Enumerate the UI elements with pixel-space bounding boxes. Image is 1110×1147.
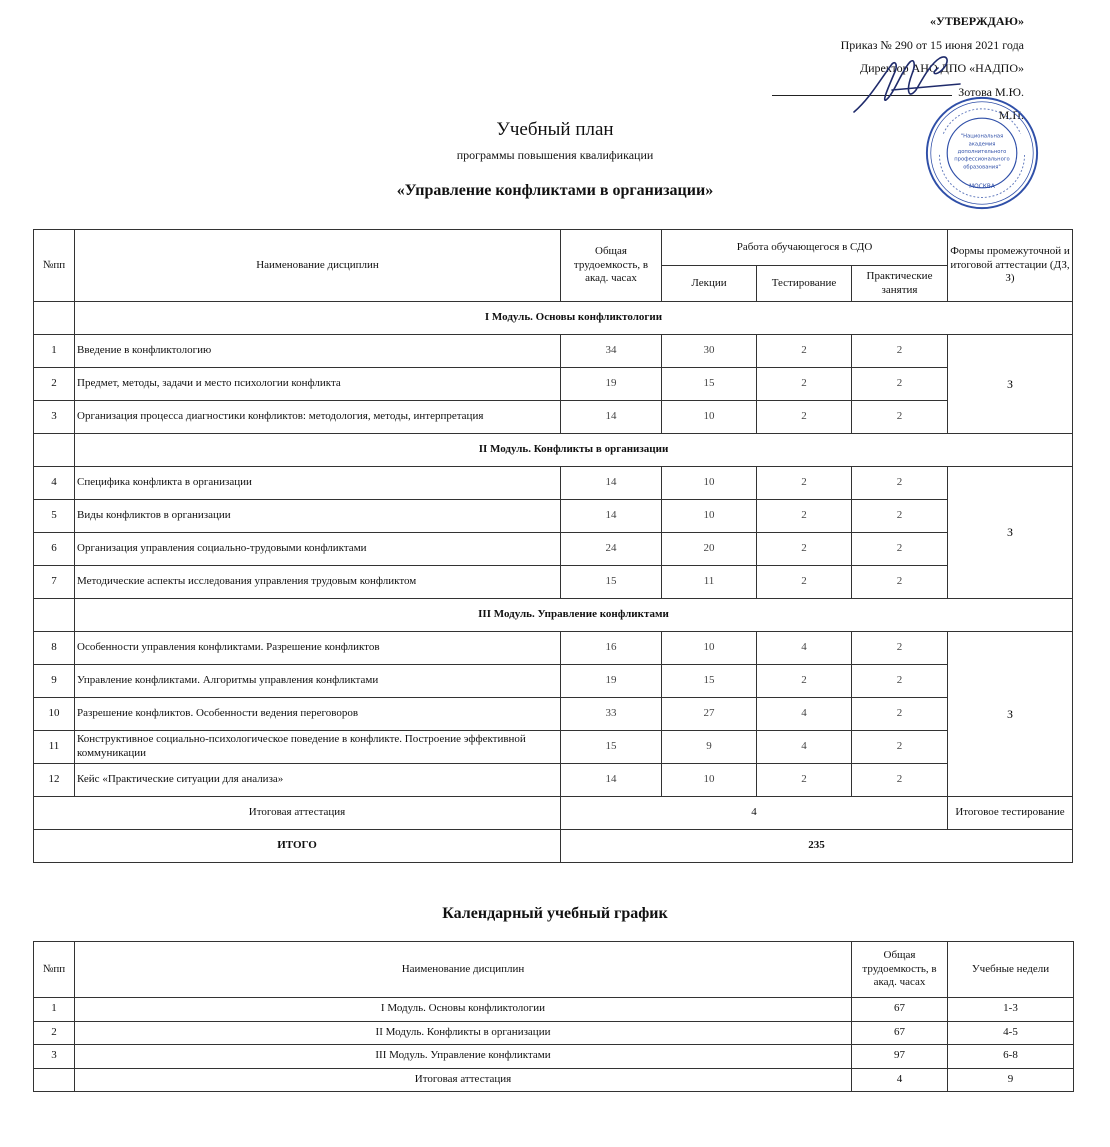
approval-title: «УТВЕРЖДАЮ» xyxy=(929,14,1024,28)
row-total-hours: 19 xyxy=(561,665,662,698)
header-practice: Практические занятия xyxy=(852,266,948,302)
program-title: «Управление конфликтами в организации» xyxy=(396,182,714,199)
module-num-cell xyxy=(34,599,75,632)
cal-row-name: II Модуль. Конфликты в организации xyxy=(75,1021,852,1045)
row-total-hours: 15 xyxy=(561,731,662,764)
cal-row-name: III Модуль. Управление конфликтами xyxy=(75,1045,852,1069)
row-practice: 2 xyxy=(852,665,948,698)
table-row xyxy=(34,731,1073,764)
row-testing: 2 xyxy=(757,764,852,797)
row-lectures: 10 xyxy=(662,500,757,533)
page-subtitle: программы повышения квалификации xyxy=(456,148,654,162)
header-testing: Тестирование xyxy=(757,266,852,302)
row-total-hours: 15 xyxy=(561,566,662,599)
page-title: Учебный план xyxy=(496,119,614,140)
final-label: Итоговая аттестация xyxy=(34,797,561,830)
header-lectures: Лекции xyxy=(662,266,757,302)
row-num: 6 xyxy=(34,533,75,566)
row-testing: 2 xyxy=(757,401,852,434)
row-lectures: 27 xyxy=(662,698,757,731)
row-practice: 2 xyxy=(852,368,948,401)
table-row xyxy=(34,533,1073,566)
row-lectures: 9 xyxy=(662,731,757,764)
cal-row-num: 1 xyxy=(34,998,75,1022)
cal-row-total: 4 xyxy=(852,1068,948,1092)
row-num: 7 xyxy=(34,566,75,599)
curriculum-table xyxy=(33,229,1073,863)
cal-row-weeks: 4-5 xyxy=(948,1021,1074,1045)
row-lectures: 10 xyxy=(662,764,757,797)
svg-text:МОСКВА: МОСКВА xyxy=(969,183,995,190)
cal-row-name: Итоговая аттестация xyxy=(75,1068,852,1092)
stamp-text-line: дополнительного xyxy=(957,149,1007,155)
header-num: №пп xyxy=(34,230,75,302)
row-practice: 2 xyxy=(852,566,948,599)
row-discipline: Управление конфликтами. Алгоритмы управления конфликтами xyxy=(75,665,561,698)
stamp-text-line: образования" xyxy=(963,164,1001,171)
calendar-row xyxy=(34,1068,1074,1092)
row-num: 1 xyxy=(34,335,75,368)
table-row xyxy=(34,401,1073,434)
row-discipline: Методические аспекты исследования управления трудовым конфликтом xyxy=(75,566,561,599)
table-row xyxy=(34,665,1073,698)
module-num-cell xyxy=(34,434,75,467)
stamp-text-line: профессионального xyxy=(954,156,1010,163)
row-total-hours: 19 xyxy=(561,368,662,401)
stamp-text-line: "Национальная xyxy=(960,133,1004,140)
cal-header-num: №пп xyxy=(34,942,75,998)
row-num: 10 xyxy=(34,698,75,731)
module-row xyxy=(34,599,1073,632)
row-lectures: 11 xyxy=(662,566,757,599)
row-discipline: Организация процесса диагностики конфликтов: методология, методы, интерпретация xyxy=(75,401,561,434)
row-total-hours: 14 xyxy=(561,500,662,533)
cal-header-total: Общая трудоемкость, в акад. часах xyxy=(852,942,948,998)
table-row xyxy=(34,467,1073,500)
table-header-row xyxy=(34,230,1073,266)
header-total: Общая трудоемкость, в акад. часах xyxy=(561,230,662,302)
row-practice: 2 xyxy=(852,764,948,797)
row-total-hours: 14 xyxy=(561,764,662,797)
module-attestation: З xyxy=(948,632,1073,797)
row-testing: 2 xyxy=(757,368,852,401)
row-num: 4 xyxy=(34,467,75,500)
cal-row-total: 67 xyxy=(852,998,948,1022)
row-discipline: Конструктивное социально-психологическое поведение в конфликте. Построение эффективной коммуникации xyxy=(75,731,561,764)
row-practice: 2 xyxy=(852,632,948,665)
row-total-hours: 14 xyxy=(561,467,662,500)
row-practice: 2 xyxy=(852,335,948,368)
row-testing: 2 xyxy=(757,665,852,698)
row-practice: 2 xyxy=(852,731,948,764)
row-total-hours: 34 xyxy=(561,335,662,368)
row-num: 9 xyxy=(34,665,75,698)
module-attestation: З xyxy=(948,335,1073,434)
row-testing: 4 xyxy=(757,731,852,764)
cal-row-name: I Модуль. Основы конфликтологии xyxy=(75,998,852,1022)
row-testing: 2 xyxy=(757,335,852,368)
final-hours: 4 xyxy=(561,797,948,830)
cal-row-num: 3 xyxy=(34,1045,75,1069)
calendar-header-row xyxy=(34,942,1074,998)
approval-director: Директор АНО ДПО «НАДПО» xyxy=(859,61,1024,75)
calendar-row xyxy=(34,1021,1074,1045)
stamp-text-line: академия xyxy=(968,141,996,148)
row-num: 12 xyxy=(34,764,75,797)
row-practice: 2 xyxy=(852,533,948,566)
approval-signer: Зотова М.Ю. xyxy=(958,84,1024,99)
row-lectures: 15 xyxy=(662,368,757,401)
row-testing: 2 xyxy=(757,533,852,566)
header-work: Работа обучающегося в СДО xyxy=(662,230,948,266)
cal-row-num: 2 xyxy=(34,1021,75,1045)
calendar-row xyxy=(34,1045,1074,1069)
row-testing: 4 xyxy=(757,632,852,665)
row-discipline: Предмет, методы, задачи и место психологии конфликта xyxy=(75,368,561,401)
calendar-title: Календарный учебный график xyxy=(442,905,668,922)
table-row xyxy=(34,632,1073,665)
final-form: Итоговое тестирование xyxy=(948,797,1073,830)
table-row xyxy=(34,764,1073,797)
row-discipline: Виды конфликтов в организации xyxy=(75,500,561,533)
cal-row-num xyxy=(34,1068,75,1092)
table-row xyxy=(34,335,1073,368)
row-practice: 2 xyxy=(852,401,948,434)
cal-row-weeks: 1-3 xyxy=(948,998,1074,1022)
module-title: II Модуль. Конфликты в организации xyxy=(75,434,1073,467)
total-hours: 235 xyxy=(561,830,1073,863)
module-title: I Модуль. Основы конфликтологии xyxy=(75,302,1073,335)
module-row xyxy=(34,302,1073,335)
row-discipline: Введение в конфликтологию xyxy=(75,335,561,368)
row-total-hours: 16 xyxy=(561,632,662,665)
table-row xyxy=(34,698,1073,731)
header-forms: Формы промежуточной и итоговой аттестации (ДЗ, З) xyxy=(948,230,1073,302)
header-name: Наименование дисциплин xyxy=(75,230,561,302)
row-discipline: Особенности управления конфликтами. Разрешение конфликтов xyxy=(75,632,561,665)
row-total-hours: 14 xyxy=(561,401,662,434)
approval-order: Приказ № 290 от 15 июня 2021 года xyxy=(840,37,1024,52)
cal-header-name: Наименование дисциплин xyxy=(75,942,852,998)
table-row xyxy=(34,368,1073,401)
cal-row-total: 67 xyxy=(852,1021,948,1045)
row-num: 11 xyxy=(34,731,75,764)
cal-row-weeks: 6-8 xyxy=(948,1045,1074,1069)
calendar-table xyxy=(33,941,1074,1092)
row-testing: 2 xyxy=(757,566,852,599)
row-lectures: 10 xyxy=(662,401,757,434)
row-discipline: Кейс «Практические ситуации для анализа» xyxy=(75,764,561,797)
cal-row-weeks: 9 xyxy=(948,1068,1074,1092)
row-num: 2 xyxy=(34,368,75,401)
module-num-cell xyxy=(34,302,75,335)
calendar-row xyxy=(34,998,1074,1022)
row-testing: 2 xyxy=(757,500,852,533)
total-row xyxy=(34,830,1073,863)
row-testing: 2 xyxy=(757,467,852,500)
row-discipline: Организация управления социально-трудовыми конфликтами xyxy=(75,533,561,566)
row-num: 5 xyxy=(34,500,75,533)
row-num: 3 xyxy=(34,401,75,434)
row-lectures: 20 xyxy=(662,533,757,566)
cal-header-weeks: Учебные недели xyxy=(948,942,1074,998)
row-discipline: Специфика конфликта в организации xyxy=(75,467,561,500)
table-row xyxy=(34,500,1073,533)
table-row xyxy=(34,566,1073,599)
row-num: 8 xyxy=(34,632,75,665)
module-row xyxy=(34,434,1073,467)
row-discipline: Разрешение конфликтов. Особенности ведения переговоров xyxy=(75,698,561,731)
row-lectures: 10 xyxy=(662,467,757,500)
final-attestation-row xyxy=(34,797,1073,830)
row-lectures: 15 xyxy=(662,665,757,698)
row-total-hours: 33 xyxy=(561,698,662,731)
row-practice: 2 xyxy=(852,500,948,533)
row-lectures: 10 xyxy=(662,632,757,665)
approval-mp: М.П. xyxy=(998,108,1024,122)
cal-row-total: 97 xyxy=(852,1045,948,1069)
row-practice: 2 xyxy=(852,698,948,731)
total-label: ИТОГО xyxy=(34,830,561,863)
module-attestation: З xyxy=(948,467,1073,599)
row-total-hours: 24 xyxy=(561,533,662,566)
row-testing: 4 xyxy=(757,698,852,731)
module-title: III Модуль. Управление конфликтами xyxy=(75,599,1073,632)
row-lectures: 30 xyxy=(662,335,757,368)
row-practice: 2 xyxy=(852,467,948,500)
